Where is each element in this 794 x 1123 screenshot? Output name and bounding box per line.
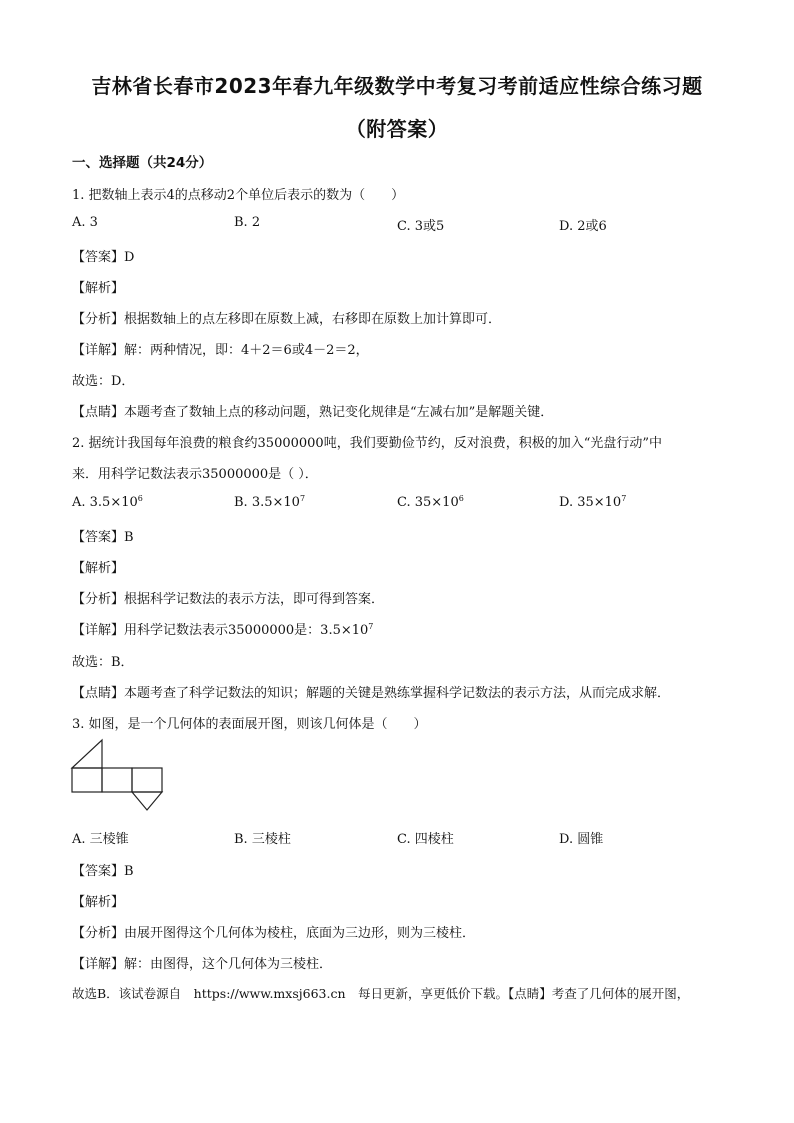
q1-option-b: B. 2: [234, 215, 261, 230]
q2-answer: 【答案】B: [72, 530, 134, 545]
q1-answer: 【答案】D: [72, 250, 135, 265]
net-top-triangle: [72, 740, 102, 768]
q2-detail: 【详解】用科学记数法表示35000000是：$3.5\times 10^7$: [72, 622, 374, 638]
section-heading: 一、选择题（共24分）: [72, 155, 213, 171]
q2-choice: 故选：B．: [72, 655, 134, 670]
q1-choice: 故选：D．: [72, 374, 135, 389]
q3-analysis: 【分析】由展开图得这个几何体为棱柱，底面为三边形，则为三棱柱．: [72, 926, 476, 941]
q2-analysis: 【分析】根据科学记数法的表示方法，即可得到答案．: [72, 592, 385, 607]
q1-jiexi: 【解析】: [72, 281, 125, 296]
net-face-3: [132, 768, 162, 792]
q2-comment: 【点睛】本题考查了科学记数法的知识；解题的关键是熟练掌握科学记数法的表示方法，从而完成求解．: [72, 686, 671, 701]
q2-option-a: A. $3.5\times 10^6$: [72, 494, 143, 510]
net-bottom-triangle: [132, 792, 162, 810]
q2-jiexi: 【解析】: [72, 561, 125, 576]
q3-stem: 3. 如图，是一个几何体的表面展开图，则该几何体是（ ）: [72, 717, 427, 732]
q1-option-c: C. 3或5: [397, 219, 445, 234]
net-diagram: [70, 738, 170, 818]
q1-option-d: D. 2或6: [559, 219, 607, 234]
q1-detail: 【详解】解：两种情况，即：4＋2＝6或4－2＝2，: [72, 343, 369, 358]
q2-stem-line1: 2. 据统计我国每年浪费的粮食约35000000吨，我们要勤俭节约，反对浪费，积极的加入“光盘行动”中: [72, 436, 662, 451]
net-face-2: [102, 768, 132, 792]
document-title: 吉林省长春市2023年春九年级数学中考复习考前适应性综合练习题: [91, 74, 703, 98]
q1-comment: 【点睛】本题考查了数轴上点的移动问题，熟记变化规律是“左减右加”是解题关键．: [72, 405, 554, 420]
q2-stem-line2: 来．用科学记数法表示35000000是（ ）．: [72, 467, 318, 482]
q3-answer: 【答案】B: [72, 864, 134, 879]
q1-stem: 1. 把数轴上表示4的点移动2个单位后表示的数为（ ）: [72, 188, 405, 203]
net-face-1: [72, 768, 102, 792]
q3-option-d: D. 圆锥: [559, 832, 604, 847]
document-subtitle: （附答案）: [345, 117, 449, 141]
q3-jiexi: 【解析】: [72, 895, 125, 910]
q3-detail: 【详解】解：由图得，这个几何体为三棱柱．: [72, 957, 333, 972]
q2-option-d: D. $35\times 10^7$: [559, 494, 627, 510]
q2-option-c: C. $35\times 10^6$: [397, 494, 464, 510]
q3-option-b: B. 三棱柱: [234, 832, 291, 847]
q3-footer: 故选B．该试卷源自 https://www.mxsj663.cn 每日更新，享更低价下载。【点睛】考查了几何体的展开图，: [72, 986, 690, 1001]
q3-option-c: C. 四棱柱: [397, 832, 454, 847]
q1-option-a: A. 3: [72, 215, 98, 230]
q3-option-a: A. 三棱锥: [72, 832, 129, 847]
q1-analysis: 【分析】根据数轴上的点左移即在原数上减，右移即在原数上加计算即可．: [72, 312, 502, 327]
q2-option-b: B. $3.5\times 10^7$: [234, 494, 306, 510]
